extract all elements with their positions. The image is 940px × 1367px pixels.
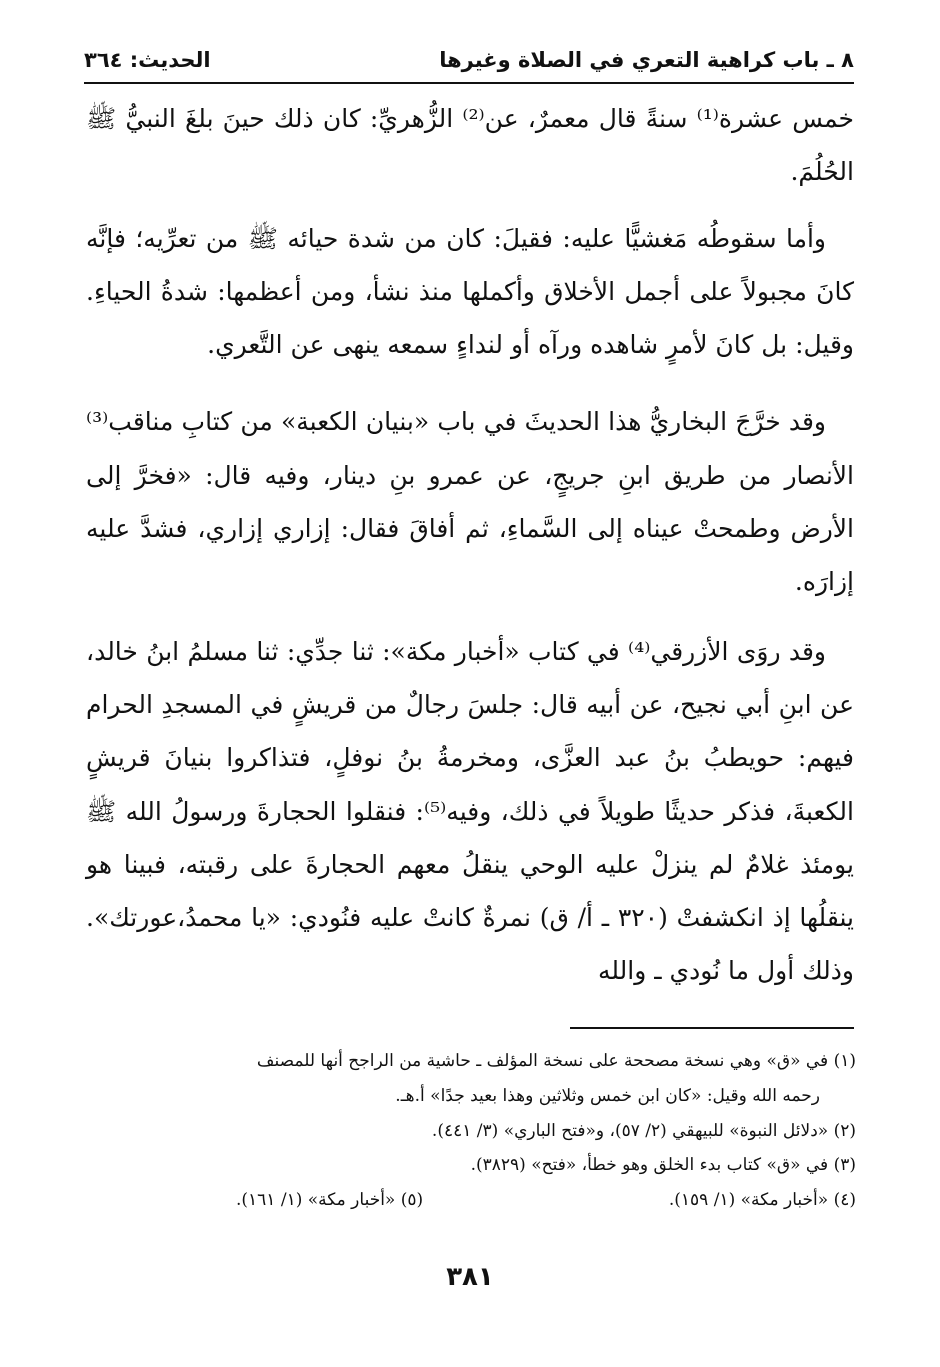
- paragraph: وقد روَى الأزرقي⁽⁴⁾ في كتاب «أخبار مكة»: ثنا جدِّي: ثنا مسلمُ ابنُ خالد، عن ابنِ أبي نجيح، عن أبيه قال: جلسَ رجالٌ من قريشٍ في المسجدِ الحرام فيهم: حويطبُ بنُ عبد العزَّى، ومخرمةُ بنُ نوفلٍ، فتذاكروا بنيانَ قريشٍ الكعبةَ، فذكر حديثًا طويلاً في ذلك، وفيه⁽⁵⁾: فنقلوا الحجارةَ ورسولُ الله ﷺ يومئذ غلامٌ لم ينزلْ عليه الوحي ينقلُ معهم الحجارةَ على رقبته، فبينا هو ينقلُها إذ انكشفتْ (٣٢٠ ـ أ/ ق) نمرةٌ كانتْ عليه فنُودي: «يا محمدُ،عورتك». وذلك أول ما نُودي ـ والله: [86, 636, 854, 986]
- footnote-5: (٥) «أخبار مكة» (١/ ١٦١).: [236, 1190, 424, 1211]
- running-header: [84, 38, 854, 82]
- main-text: [86, 92, 854, 998]
- footnotes: [86, 1044, 856, 1218]
- hadith-number: الحديث: ٣٦٤: [84, 48, 211, 72]
- page-number: ٣٨١: [446, 1262, 494, 1292]
- header-rule: [84, 82, 854, 84]
- paragraph: وقد خرَّجَ البخاريُّ هذا الحديثَ في باب «بنيان الكعبة» من كتابِ مناقب⁽³⁾ الأنصار من طريق ابنِ جريجٍ، عن عمرو بنِ دينار، وفيه قال: «فخرَّ إلى الأرض وطمحتْ عيناه إلى السَّماءِ، ثم أفاقَ فقال: إزاري إزاري، فشدَّ عليه إزارَه.: [86, 407, 854, 597]
- paragraph: خمس عشرة⁽¹⁾ سنةً قال معمرٌ، عن⁽²⁾ الزُّهريِّ: كان ذلك حينَ بلغَ النبيُّ ﷺ الحُلُمَ.: [86, 104, 854, 187]
- chapter-title: ٨ ـ باب كراهية التعري في الصلاة وغيرها: [439, 48, 854, 72]
- footnote-3: (٣) في «ق» كتاب بدء الخلق وهو خطأ، «فتح» (٣٨٢٩).: [470, 1155, 856, 1176]
- footnote-row: [236, 1183, 856, 1218]
- footnote-4: (٤) «أخبار مكة» (١/ ١٥٩).: [668, 1190, 856, 1211]
- footnote-2: (٢) «دلائل النبوة» للبيهقي (٢/ ٥٧)، و«فتح الباري» (٣/ ٤٤١).: [431, 1120, 856, 1141]
- footnote-1-continued: رحمه الله وقيل: «كان ابن خمس وثلاثين وهذا بعيد جدًا» أ.هـ.: [395, 1085, 820, 1106]
- footnote-1: (١) في «ق» وهي نسخة مصححة على نسخة المؤلف ـ حاشية من الراجح أنها للمصنف: [256, 1051, 856, 1071]
- footnote-divider: [570, 1027, 854, 1029]
- paragraph: وأما سقوطُه مَغشيًّا عليه: فقيلَ: كان من شدة حيائه ﷺ من تعرِّيه؛ فإنَّه كانَ مجبولاً على أجمل الأخلاق وأكملها منذ نشأ، ومن أعظمها: شدةُ الحياءِ. وقيل: بل كانَ لأمرٍ شاهده ورآه أو لنداءٍ سمعه ينهى عن التَّعري.: [86, 223, 854, 360]
